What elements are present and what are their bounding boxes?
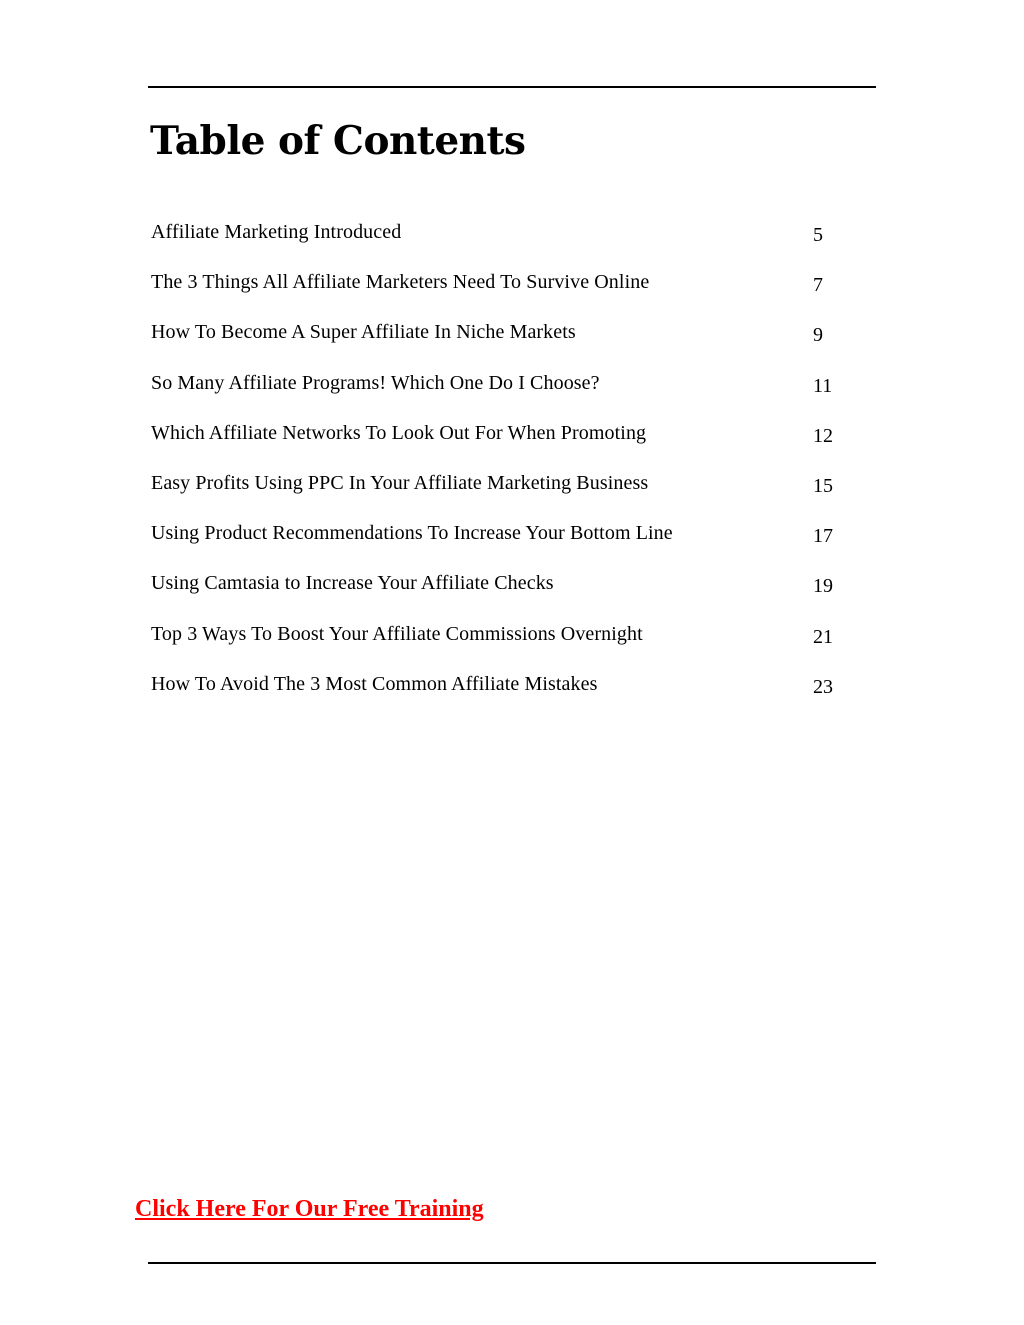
toc-entry-title: So Many Affiliate Programs! Which One Do I Choose? [151,371,600,394]
toc-entry-page-number: 5 [813,224,823,246]
toc-entry [151,269,851,319]
toc-entry-title: Which Affiliate Networks To Look Out For When Promoting [151,421,647,444]
toc-entry [151,420,851,470]
toc-entry-title: How To Avoid The 3 Most Common Affiliate Mistakes [151,672,598,695]
free-training-link[interactable]: Click Here For Our Free Training [135,1196,484,1222]
toc-entry [151,570,851,620]
toc-entry [151,319,851,369]
toc-entry-title: Affiliate Marketing Introduced [151,221,402,243]
toc-entry-page-number: 12 [813,424,833,447]
toc-entry-page-number: 19 [813,575,833,598]
toc-list [151,219,851,721]
toc-entry [151,470,851,520]
toc-entry-title: The 3 Things All Affiliate Marketers Need To Survive Online [151,271,650,294]
toc-entry [151,671,851,721]
toc-entry-page-number: 9 [813,324,823,347]
page-title: Table of Contents [150,118,526,164]
toc-entry-page-number: 11 [813,374,833,397]
top-divider [148,86,876,88]
toc-entry [151,219,851,269]
bottom-divider [148,1262,876,1264]
toc-entry [151,370,851,420]
toc-entry-title: Top 3 Ways To Boost Your Affiliate Commissions Overnight [151,622,643,645]
toc-entry-page-number: 17 [813,525,833,548]
toc-entry [151,621,851,671]
toc-entry-title: How To Become A Super Affiliate In Niche Markets [151,321,576,344]
toc-entry-title: Using Camtasia to Increase Your Affiliate Checks [151,572,554,595]
toc-entry [151,520,851,570]
toc-entry-title: Using Product Recommendations To Increase Your Bottom Line [151,522,673,545]
toc-entry-page-number: 7 [813,274,823,297]
toc-entry-page-number: 23 [813,675,833,698]
toc-entry-page-number: 15 [813,474,833,497]
toc-entry-title: Easy Profits Using PPC In Your Affiliate Marketing Business [151,471,649,494]
toc-entry-page-number: 21 [813,625,833,648]
